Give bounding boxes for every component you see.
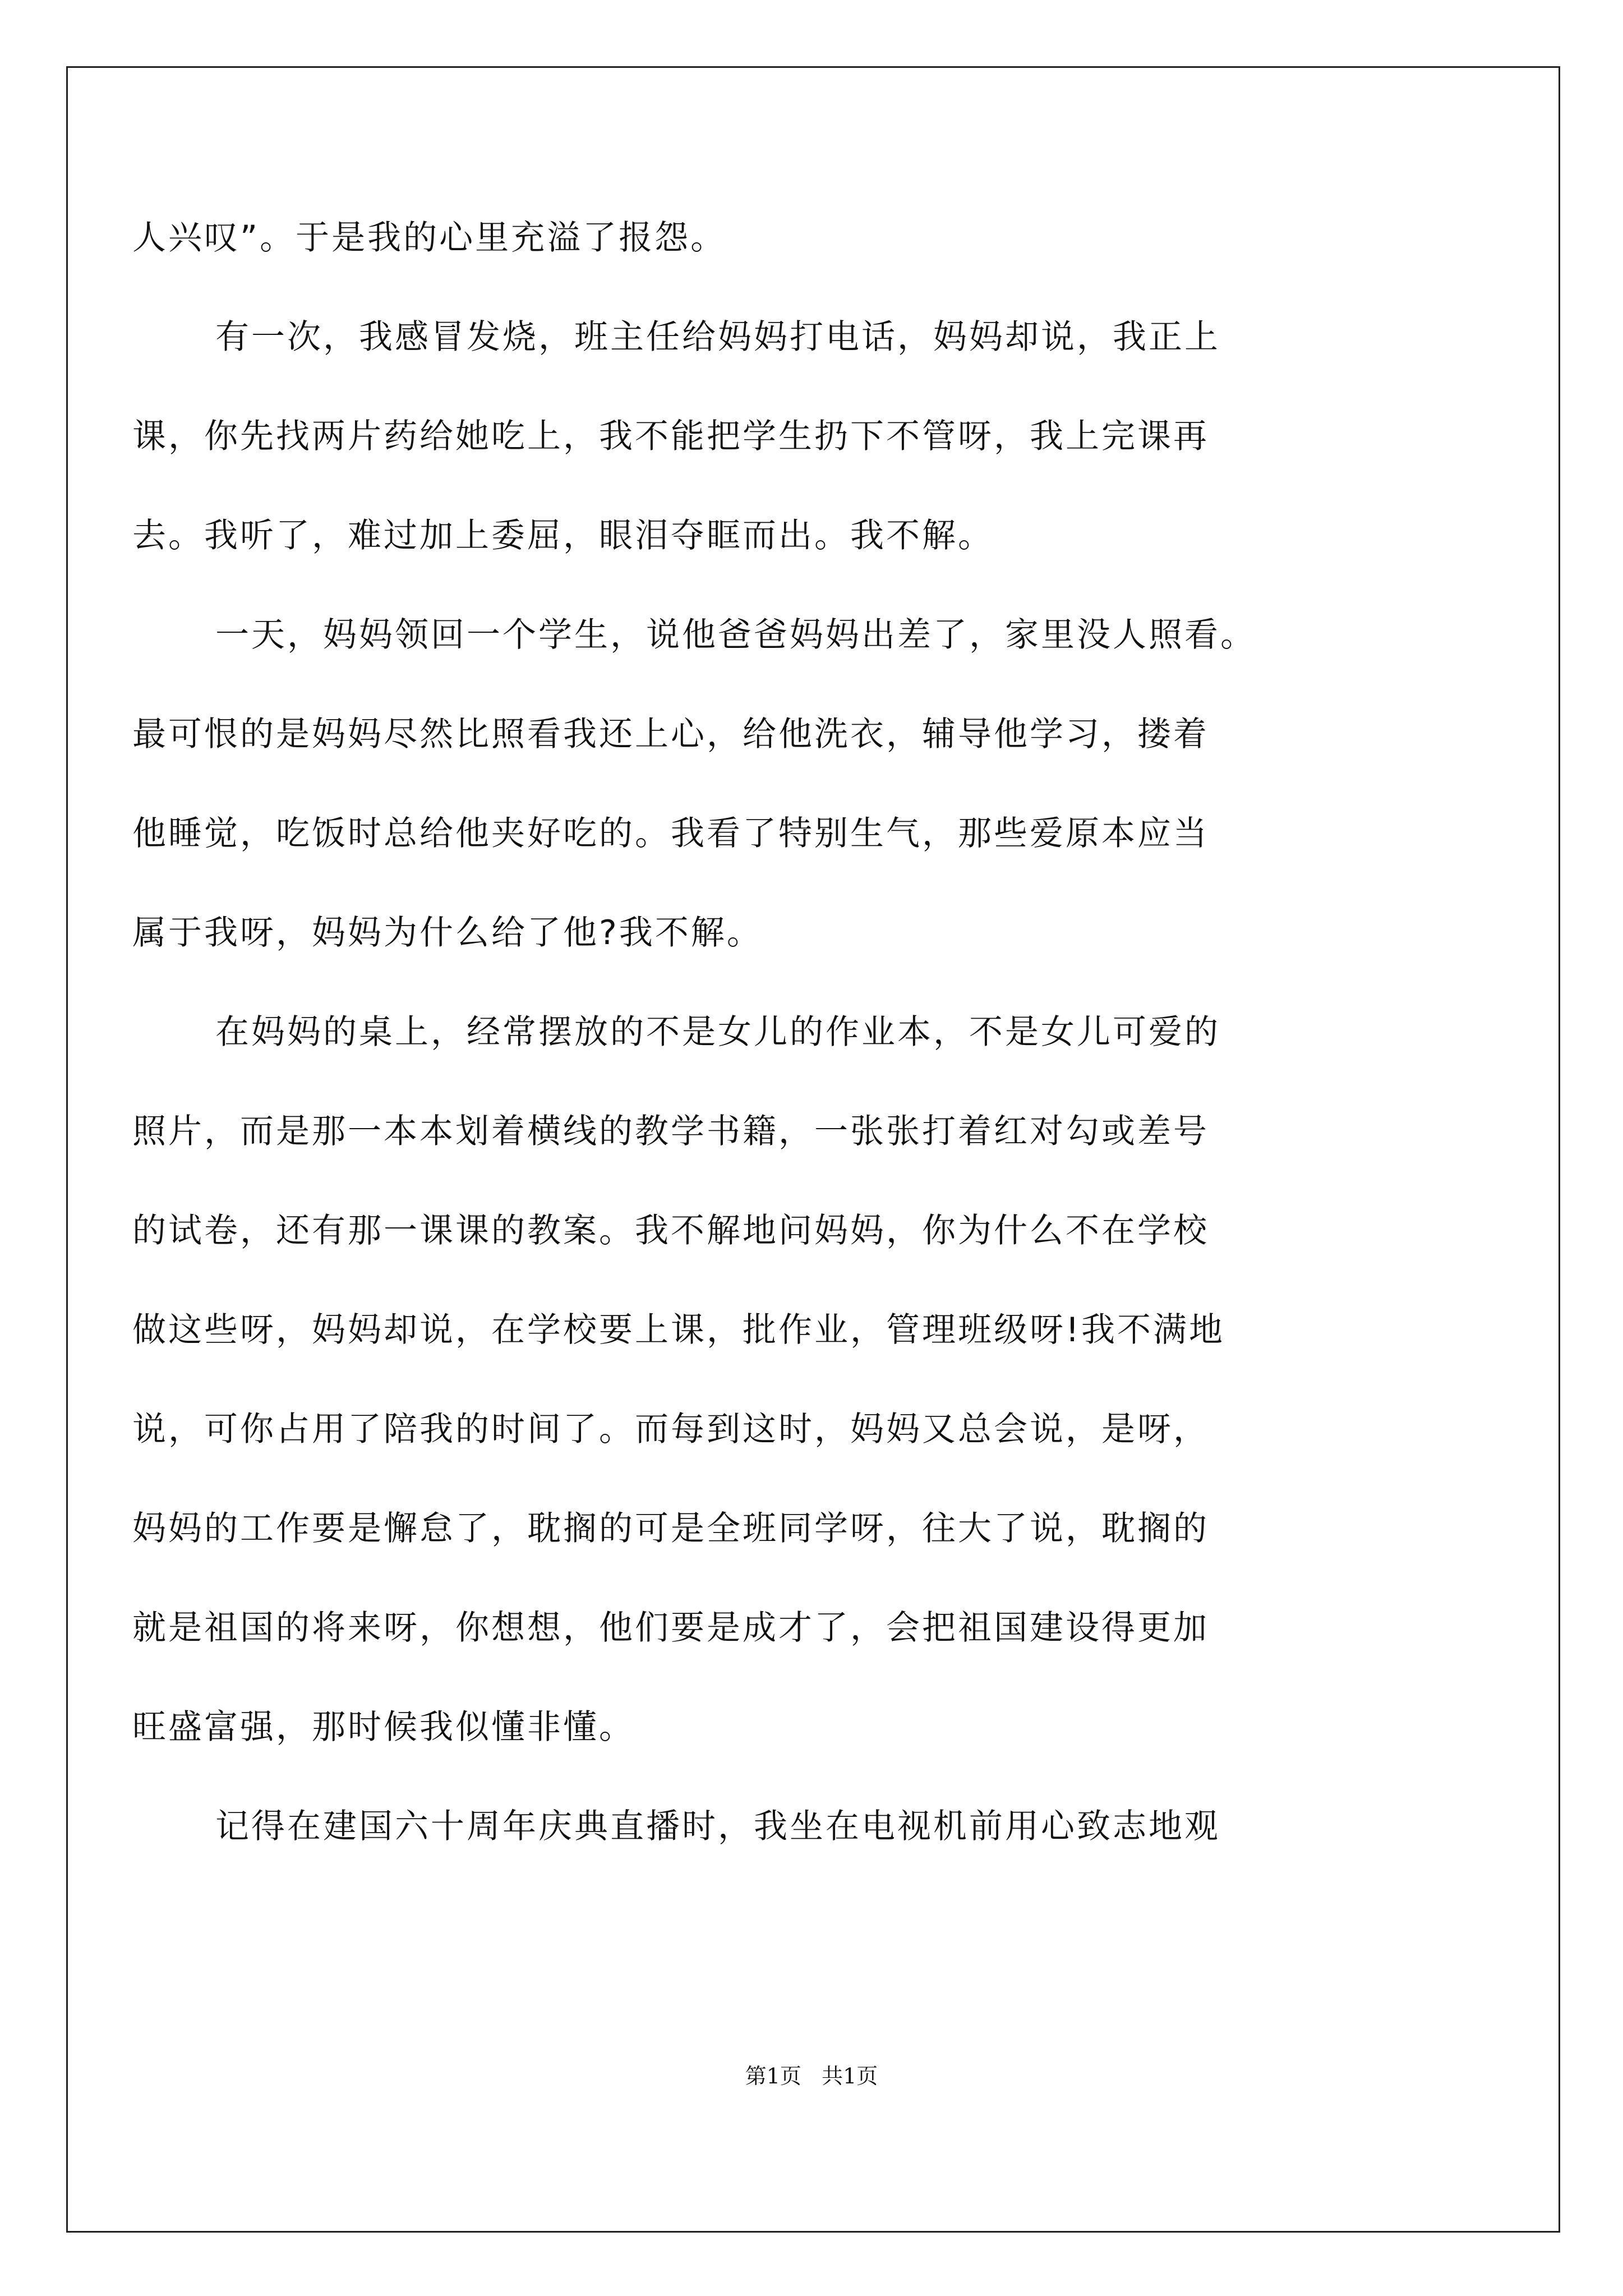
text-line: 他睡觉，吃饭时总给他夹好吃的。我看了特别生气，那些爱原本应当: [132, 814, 1209, 853]
text-line: 人兴叹”。于是我的心里充溢了报怨。: [132, 218, 727, 257]
text-line: 在妈妈的桌上，经常摆放的不是女儿的作业本，不是女儿可爱的: [215, 1013, 1220, 1052]
text-line: 就是祖国的将来呀，你想想，他们要是成才了，会把祖国建设得更加: [132, 1608, 1209, 1648]
text-line: 一天，妈妈领回一个学生，说他爸爸妈妈出差了，家里没人照看。: [215, 615, 1256, 655]
text-line: 做这些呀，妈妈却说，在学校要上课，批作业，管理班级呀!我不满地: [132, 1310, 1225, 1350]
text-line: 有一次，我感冒发烧，班主任给妈妈打电话，妈妈却说，我正上: [215, 318, 1220, 357]
page-number-footer: 第1页 共1页: [745, 2064, 878, 2088]
text-line: 课，你先找两片药给她吃上，我不能把学生扔下不管呀，我上完课再: [132, 417, 1209, 456]
text-line: 的试卷，还有那一课课的教案。我不解地问妈妈，你为什么不在学校: [132, 1211, 1209, 1250]
text-line: 最可恨的是妈妈尽然比照看我还上心，给他洗衣，辅导他学习，搂着: [132, 715, 1209, 754]
text-line: 说，可你占用了陪我的时间了。而每到这时，妈妈又总会说，是呀，: [132, 1410, 1209, 1449]
text-line: 旺盛富强，那时候我似懂非懂。: [132, 1708, 635, 1747]
text-line: 妈妈的工作要是懈怠了，耽搁的可是全班同学呀，往大了说，耽搁的: [132, 1509, 1209, 1548]
text-line: 属于我呀，妈妈为什么给了他?我不解。: [132, 913, 763, 953]
text-line: 记得在建国六十周年庆典直播时，我坐在电视机前用心致志地观: [215, 1807, 1220, 1846]
text-line: 去。我听了，难过加上委屈，眼泪夺眶而出。我不解。: [132, 516, 994, 555]
text-line: 照片，而是那一本本划着横线的教学书籍，一张张打着红对勾或差号: [132, 1112, 1209, 1151]
